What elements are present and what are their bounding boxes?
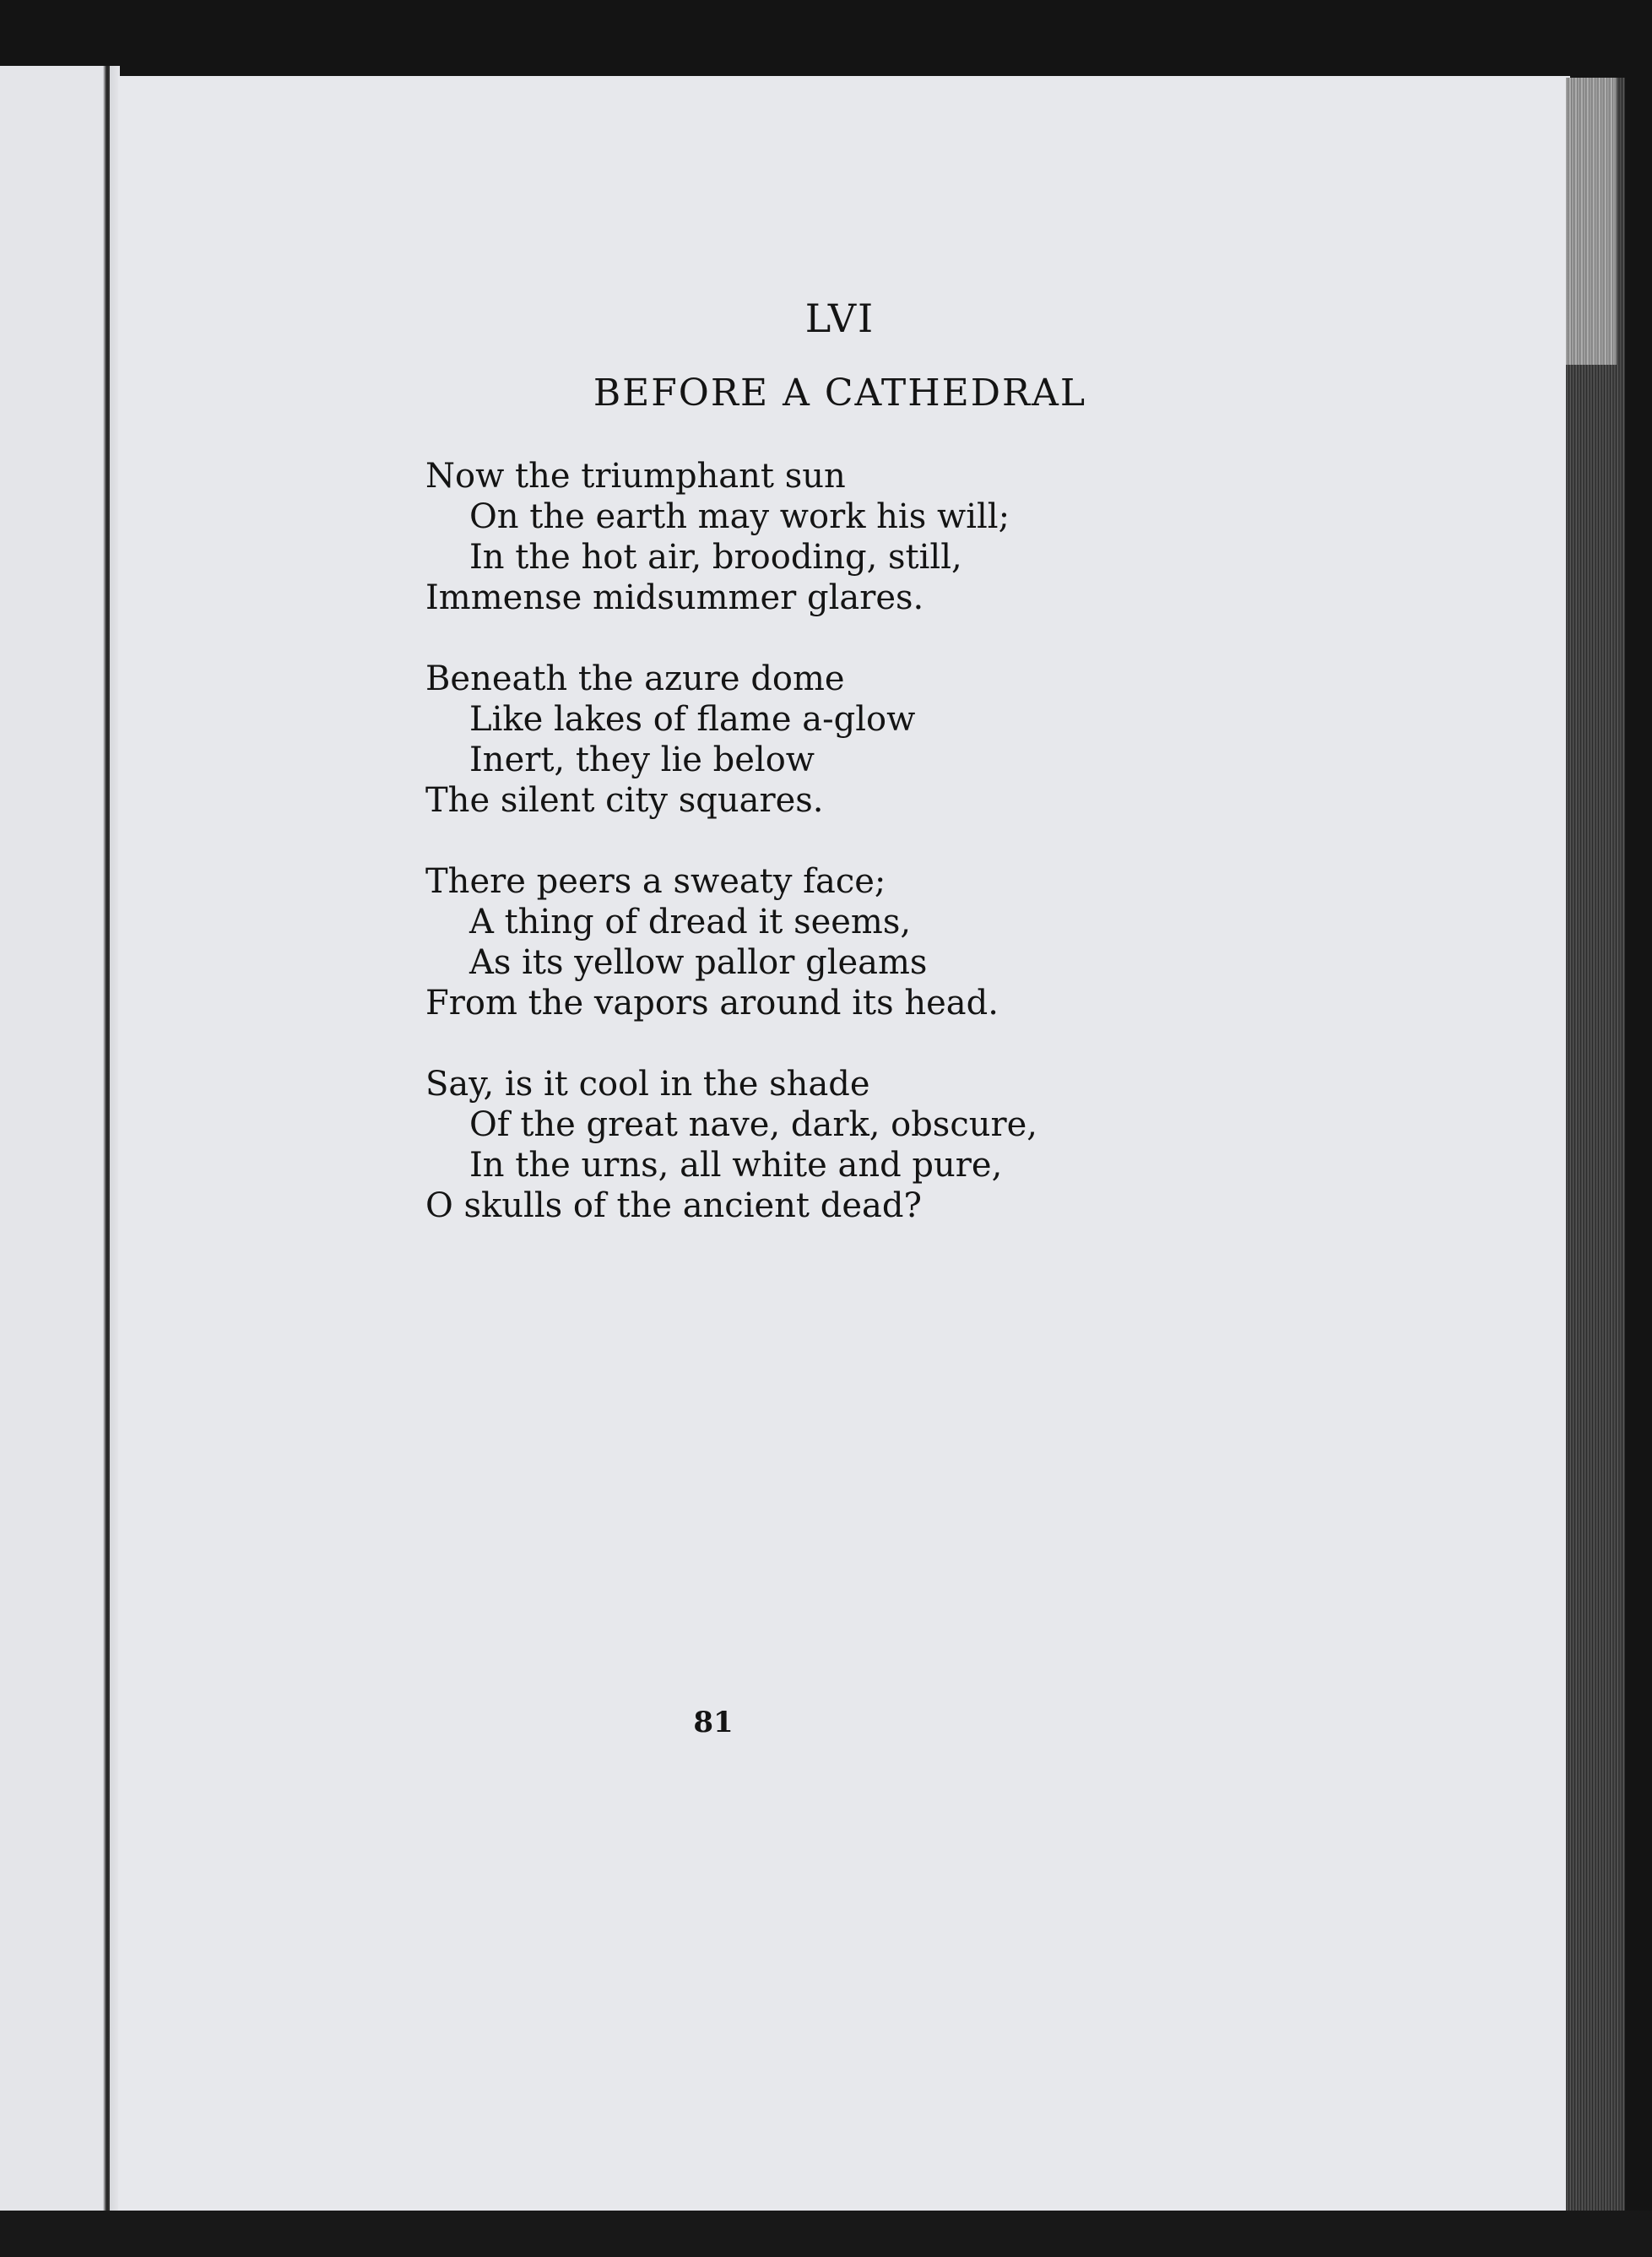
- poem-line: The silent city squares.: [425, 781, 824, 820]
- poem-line: As its yellow pallor gleams: [469, 943, 928, 982]
- poem-title: BEFORE A CATHEDRAL: [593, 372, 1087, 415]
- poem-line: From the vapors around its head.: [425, 984, 999, 1023]
- poem-line: Say, is it cool in the shade: [425, 1065, 870, 1104]
- stanza: [425, 1064, 1118, 1226]
- stanza: [425, 659, 1118, 821]
- poem-body: [425, 456, 1118, 1267]
- poem-line: On the earth may work his will;: [469, 497, 1010, 536]
- stanza: [425, 456, 1118, 618]
- poem-line: Beneath the azure dome: [425, 659, 845, 698]
- chapter-number: LVI: [804, 296, 875, 341]
- poem-line: Immense midsummer glares.: [425, 578, 924, 617]
- poem-line: A thing of dread it seems,: [469, 903, 912, 941]
- stanza: [425, 861, 1118, 1023]
- poem-line: In the hot air, brooding, still,: [469, 538, 962, 577]
- poem-line: There peers a sweaty face;: [425, 862, 886, 901]
- poem-line: O skulls of the ancient dead?: [425, 1186, 922, 1225]
- poem-line: Like lakes of flame a-glow: [469, 700, 916, 739]
- poem-line: Inert, they lie below: [469, 741, 815, 779]
- poem-line: Now the triumphant sun: [425, 457, 846, 496]
- poem-line: Of the great nave, dark, obscure,: [469, 1105, 1038, 1144]
- poem-line: In the urns, all white and pure,: [469, 1146, 1003, 1185]
- page-number: 81: [693, 1706, 734, 1739]
